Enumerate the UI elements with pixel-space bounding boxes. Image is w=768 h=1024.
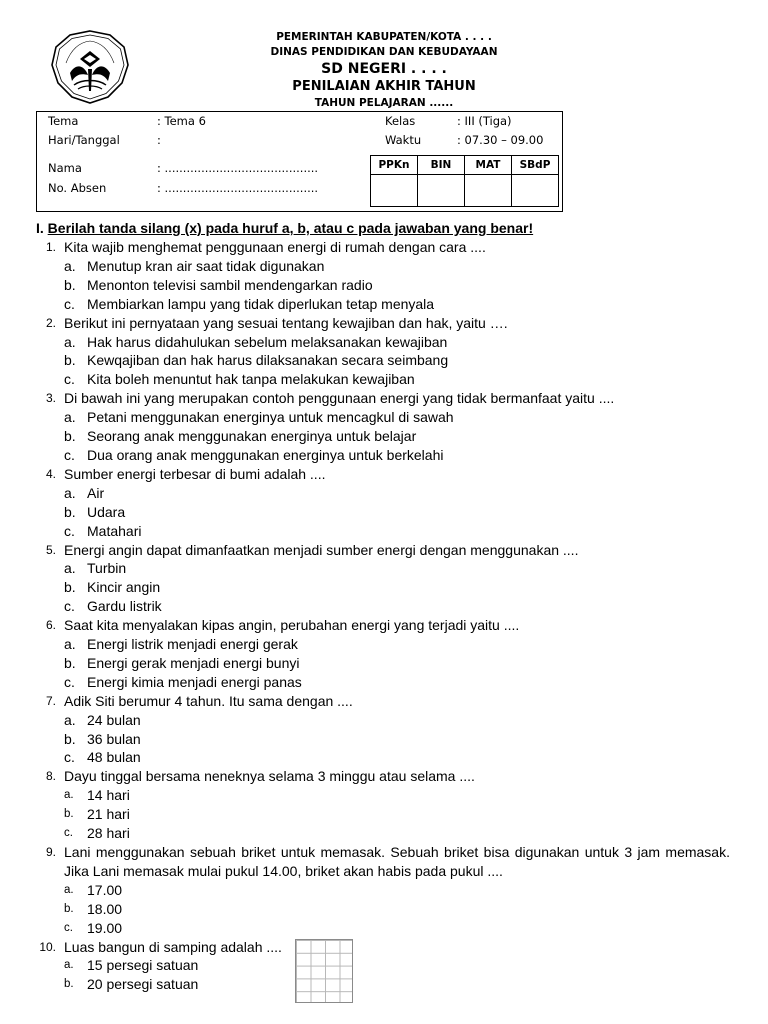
- option-text: Energi gerak menjadi energi bunyi: [87, 654, 300, 671]
- option-letter: b.: [64, 276, 76, 293]
- option-text: Air: [87, 484, 105, 501]
- hari-value: :: [157, 133, 161, 147]
- kelas-label: Kelas: [385, 114, 416, 128]
- answer-option[interactable]: [36, 408, 730, 427]
- option-text: Kewqajiban dan hak harus dilaksanakan secara seimbang: [87, 352, 449, 369]
- option-letter: b.: [64, 428, 76, 445]
- option-text: Dua orang anak menggunakan energinya untuk berkelahi: [87, 446, 444, 463]
- question-number: 7.: [45, 693, 56, 708]
- question-item: [36, 238, 730, 257]
- option-text: 15 persegi satuan: [87, 957, 199, 974]
- answer-option[interactable]: [36, 805, 730, 824]
- answer-option[interactable]: [36, 824, 730, 843]
- nama-value: : ..........................................: [157, 161, 319, 175]
- answer-option[interactable]: [36, 597, 730, 616]
- option-text: 17.00: [87, 881, 123, 898]
- student-info-box: [36, 111, 563, 212]
- score-header-ppkn: PPKn: [371, 156, 418, 175]
- option-letter: c.: [64, 921, 73, 934]
- header-school-year: TAHUN PELAJARAN ......: [314, 97, 454, 109]
- option-letter: b.: [64, 579, 76, 596]
- section-instruction: [36, 220, 533, 236]
- score-table: [370, 155, 559, 207]
- option-text: Kita boleh menuntut hak tanpa melakukan kewajiban: [87, 371, 415, 388]
- option-letter: a.: [64, 409, 76, 426]
- option-letter: c.: [64, 749, 75, 766]
- option-text: Energi kimia menjadi energi panas: [87, 673, 302, 690]
- option-letter: a.: [64, 883, 74, 896]
- option-text: Seorang anak menggunakan energinya untuk belajar: [87, 428, 417, 445]
- header-department: DINAS PENDIDIKAN DAN KEBUDAYAAN: [270, 46, 498, 58]
- option-letter: b.: [64, 730, 76, 747]
- option-text: Energi listrik menjadi energi gerak: [87, 636, 298, 653]
- option-text: 24 bulan: [87, 711, 141, 728]
- option-letter: c.: [64, 827, 73, 840]
- question-text: Adik Siti berumur 4 tahun. Itu sama dengan ....: [64, 692, 353, 709]
- option-letter: b.: [64, 352, 76, 369]
- option-letter: b.: [64, 654, 76, 671]
- score-table-header-row: [371, 156, 559, 175]
- question-list: [36, 238, 730, 994]
- score-table-value-row: [371, 175, 559, 207]
- option-letter: a.: [64, 560, 76, 577]
- kelas-value: : III (Tiga): [457, 114, 512, 128]
- question-text: Kita wajib menghemat penggunaan energi di rumah dengan cara ....: [64, 239, 486, 255]
- question-number: 8.: [45, 769, 56, 784]
- question-number: 9.: [45, 845, 56, 859]
- square-grid-figure: [295, 939, 353, 1003]
- question-item: [36, 938, 730, 957]
- score-cell-ppkn[interactable]: [371, 175, 418, 207]
- option-text: 48 bulan: [87, 749, 141, 766]
- answer-option[interactable]: [36, 257, 730, 276]
- option-letter: c.: [64, 598, 75, 615]
- answer-option[interactable]: [36, 503, 730, 522]
- absen-value: : ..........................................: [157, 181, 319, 195]
- option-text: Menutup kran air saat tidak digunakan: [87, 257, 325, 274]
- tema-label: Tema: [48, 114, 79, 128]
- question-number: 5.: [45, 542, 56, 557]
- question-text: Dayu tinggal bersama neneknya selama 3 minggu atau selama ....: [64, 768, 475, 785]
- score-header-sbdp: SBdP: [512, 156, 559, 175]
- question-item: [36, 465, 730, 484]
- option-text: 14 hari: [87, 787, 130, 804]
- question-text: Energi angin dapat dimanfaatkan menjadi sumber energi dengan menggunakan ....: [64, 541, 579, 558]
- option-text: Membiarkan lampu yang tidak diperlukan tetap menyala: [87, 295, 435, 312]
- answer-option[interactable]: [36, 559, 730, 578]
- question-item: [36, 767, 730, 786]
- answer-option[interactable]: [36, 295, 730, 314]
- question-number: 6.: [45, 618, 56, 633]
- waktu-value: : 07.30 – 09.00: [457, 133, 544, 147]
- answer-option[interactable]: [36, 351, 730, 370]
- answer-option[interactable]: [36, 975, 730, 994]
- answer-option[interactable]: [36, 484, 730, 503]
- answer-option[interactable]: [36, 578, 730, 597]
- option-letter: a.: [64, 333, 76, 350]
- question-item: [36, 541, 730, 560]
- option-text: Hak harus didahulukan sebelum melaksanakan kewajiban: [87, 333, 448, 350]
- option-text: 20 persegi satuan: [87, 976, 199, 993]
- option-text: 21 hari: [87, 806, 130, 823]
- question-item: [36, 692, 730, 711]
- option-letter: b.: [64, 808, 74, 821]
- option-letter: a.: [64, 711, 76, 728]
- option-text: 19.00: [87, 919, 123, 936]
- header-school-name: SD NEGERI . . . .: [321, 61, 447, 77]
- option-letter: c.: [64, 522, 75, 539]
- option-letter: a.: [64, 484, 76, 501]
- answer-option[interactable]: [36, 370, 730, 389]
- option-letter: b.: [64, 902, 74, 915]
- option-text: 28 hari: [87, 825, 130, 842]
- question-item: [36, 616, 730, 635]
- absen-label: No. Absen: [48, 181, 107, 195]
- question-number: 2.: [45, 315, 56, 330]
- question-text: Luas bangun di samping adalah ....: [64, 938, 282, 955]
- score-header-bin: BIN: [418, 156, 465, 175]
- question-item: [36, 843, 730, 881]
- score-cell-sbdp[interactable]: [512, 175, 559, 207]
- document-header: [0, 0, 768, 112]
- option-letter: c.: [64, 295, 75, 312]
- answer-option[interactable]: [36, 276, 730, 295]
- header-government: PEMERINTAH KABUPATEN/KOTA . . . .: [276, 31, 492, 43]
- question-number: 4.: [45, 466, 56, 481]
- section-roman-numeral: I.: [36, 220, 44, 236]
- waktu-label: Waktu: [385, 133, 422, 147]
- question-text: Di bawah ini yang merupakan contoh penggunaan energi yang tidak bermanfaat yaitu ....: [64, 390, 615, 407]
- answer-option[interactable]: [36, 786, 730, 805]
- nama-label: Nama: [48, 161, 82, 175]
- option-letter: c.: [64, 673, 75, 690]
- option-text: Kincir angin: [87, 579, 161, 596]
- option-text: Menonton televisi sambil mendengarkan radio: [87, 276, 373, 293]
- answer-option[interactable]: [36, 881, 730, 900]
- option-letter: b.: [64, 978, 74, 991]
- question-number: 3.: [45, 391, 56, 406]
- question-item: [36, 389, 730, 408]
- question-number: 10.: [39, 939, 56, 954]
- answer-option[interactable]: [36, 427, 730, 446]
- answer-option[interactable]: [36, 673, 730, 692]
- answer-option[interactable]: [36, 730, 730, 749]
- question-text: Lani menggunakan sebuah briket untuk memasak. Sebuah briket bisa digunakan untuk 3 jam memasak. Jika Lani memasak mulai pukul 14.00, briket akan habis pada pukul ....: [64, 844, 730, 879]
- option-text: Matahari: [87, 522, 142, 539]
- answer-option[interactable]: [36, 919, 730, 938]
- answer-option[interactable]: [36, 956, 730, 975]
- option-text: Turbin: [87, 560, 127, 577]
- tema-value: : Tema 6: [157, 114, 206, 128]
- instruction-text: Berilah tanda silang (x) pada huruf a, b, atau c pada jawaban yang benar!: [47, 220, 534, 236]
- option-letter: a.: [64, 636, 76, 653]
- option-text: Petani menggunakan energinya untuk mencagkul di sawah: [87, 409, 454, 426]
- answer-option[interactable]: [36, 711, 730, 730]
- option-letter: a.: [64, 959, 74, 972]
- option-text: Udara: [87, 503, 126, 520]
- score-cell-bin[interactable]: [418, 175, 465, 207]
- question-item: [36, 314, 730, 333]
- option-text: Gardu listrik: [87, 598, 162, 615]
- option-text: 36 bulan: [87, 730, 141, 747]
- hari-label: Hari/Tanggal: [48, 133, 120, 147]
- option-letter: a.: [64, 789, 74, 802]
- answer-option[interactable]: [36, 900, 730, 919]
- answer-option[interactable]: [36, 748, 730, 767]
- option-letter: a.: [64, 257, 76, 274]
- option-letter: c.: [64, 371, 75, 388]
- question-text: Saat kita menyalakan kipas angin, perubahan energi yang terjadi yaitu ....: [64, 617, 520, 634]
- score-cell-mat[interactable]: [465, 175, 512, 207]
- question-text: Sumber energi terbesar di bumi adalah ....: [64, 465, 326, 482]
- answer-option[interactable]: [36, 333, 730, 352]
- answer-option[interactable]: [36, 522, 730, 541]
- question-number: 1.: [45, 240, 56, 254]
- answer-option[interactable]: [36, 635, 730, 654]
- option-letter: c.: [64, 446, 75, 463]
- option-text: 18.00: [87, 900, 123, 917]
- answer-option[interactable]: [36, 446, 730, 465]
- score-header-mat: MAT: [465, 156, 512, 175]
- option-letter: b.: [64, 503, 76, 520]
- answer-option[interactable]: [36, 654, 730, 673]
- question-text: Berikut ini pernyataan yang sesuai tentang kewajiban dan hak, yaitu ….: [64, 314, 508, 331]
- header-exam-title: PENILAIAN AKHIR TAHUN: [292, 79, 476, 94]
